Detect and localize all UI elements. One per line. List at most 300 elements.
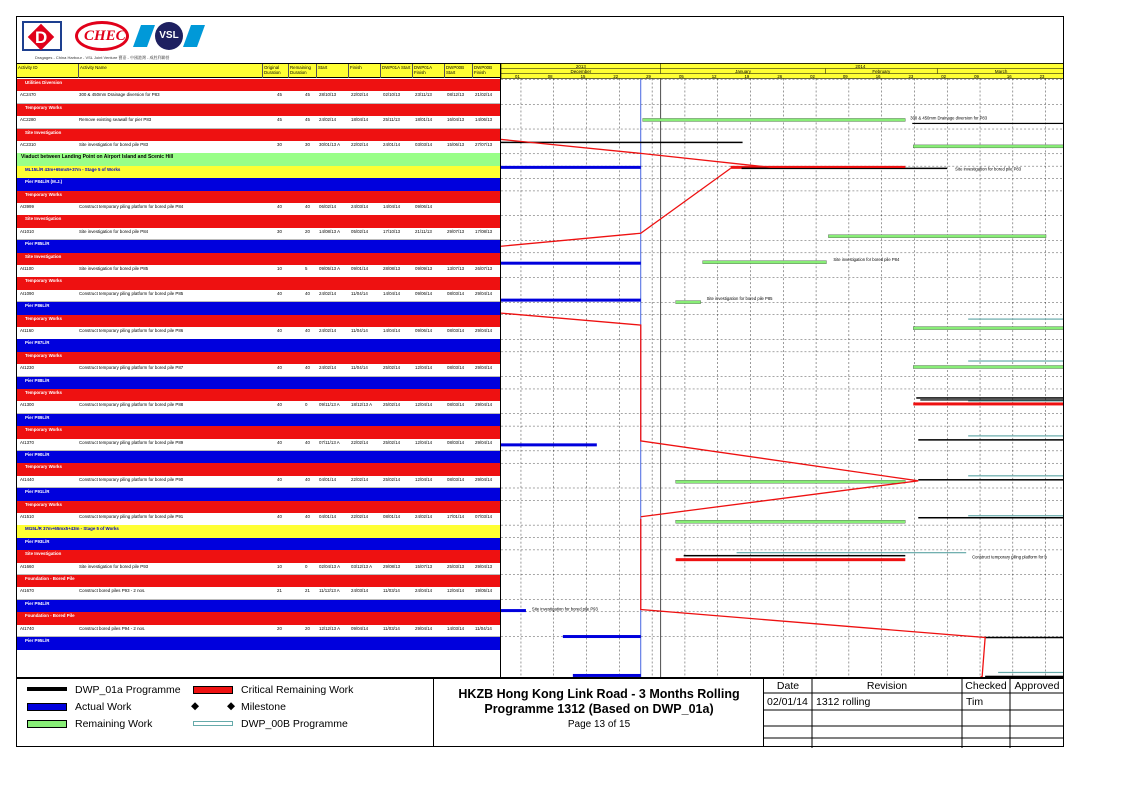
cell-b0f: 29/04/14 xyxy=(475,365,493,371)
group-row xyxy=(17,104,501,117)
group-label: Foundation - Bored Pile xyxy=(25,576,75,581)
cell-rd: 40 xyxy=(305,204,310,209)
group-label: Temporary Works xyxy=(25,464,62,470)
cell-s: 09/05/13 A xyxy=(319,266,340,271)
bar-label: 300 & 450mm Drainage diversion for P83 xyxy=(910,115,988,121)
cell-b0f: 29/04/14 xyxy=(475,439,493,445)
cell-a1f: 09/09/13 xyxy=(415,266,433,271)
cell-od: 45 xyxy=(277,117,282,123)
group-row xyxy=(17,612,501,625)
cell-a1f: 24/04/14 xyxy=(415,588,433,594)
month-label: December xyxy=(570,68,592,74)
gantt-bar xyxy=(643,118,906,121)
group-row xyxy=(17,277,501,290)
gantt-bar xyxy=(913,402,1064,405)
activity-row xyxy=(17,587,501,600)
gantt-bar xyxy=(501,262,641,265)
cell-name: Construct bored piles P94 - 2 nos. xyxy=(79,625,146,631)
cell-a1s: 11/03/14 xyxy=(383,588,400,594)
cell-name: Site investigation for bored pile P93 xyxy=(79,563,149,569)
gantt-bar xyxy=(918,517,1064,518)
group-row xyxy=(17,451,501,464)
cell-a1s: 17/10/13 xyxy=(383,228,401,234)
cell-a1f: 15/07/13 xyxy=(415,563,433,569)
cell-a1f: 09/06/14 xyxy=(415,204,433,209)
legend-actual-swatch xyxy=(27,703,67,711)
page-number: Page 13 of 15 xyxy=(567,719,631,730)
cell-b0f: 29/04/14 xyxy=(475,476,493,482)
group-row xyxy=(17,463,501,476)
cell-s: 09/11/13 A xyxy=(319,402,340,408)
group-row xyxy=(17,215,501,228)
legend-dwp00b-label: DWP_00B Programme xyxy=(241,718,348,730)
activity-row xyxy=(17,625,501,638)
cell-b0f: 07/03/14 xyxy=(475,514,493,519)
gantt-bar xyxy=(912,123,1064,124)
cell-rd: 40 xyxy=(305,514,310,519)
gantt-bar xyxy=(968,360,1064,361)
cell-b0s: 14/03/14 xyxy=(447,625,465,631)
cell-id: AI1230 xyxy=(20,365,34,371)
day-tick-label: 19 xyxy=(744,73,750,79)
cell-s: 04/01/14 xyxy=(319,476,337,482)
group-label: Utilities Diversion xyxy=(25,80,63,85)
cell-id: AI1300 xyxy=(20,402,34,408)
group-label: Pier P85L/R xyxy=(25,241,50,247)
month-label: February xyxy=(872,68,891,74)
cell-s: 11/12/13 A xyxy=(319,588,340,594)
col-dwp00b-start: DWP00B Start xyxy=(445,64,473,78)
col-start: Start xyxy=(317,64,349,78)
chec-logo: CHEC xyxy=(75,21,129,51)
group-row xyxy=(17,575,501,588)
day-tick-label: 08 xyxy=(547,73,553,79)
group-row xyxy=(17,79,501,92)
group-row xyxy=(17,538,501,551)
gantt-bar xyxy=(676,301,701,304)
day-tick-label: 16 xyxy=(875,73,881,79)
group-row xyxy=(17,153,501,166)
cell-a1f: 09/06/14 xyxy=(415,290,433,296)
rev-header-date: Date xyxy=(776,680,800,692)
group-row xyxy=(17,166,501,179)
activity-row xyxy=(17,91,501,104)
cell-a1f: 18/01/14 xyxy=(415,117,433,123)
gantt-chart xyxy=(500,63,1064,678)
cell-b0f: 29/04/14 xyxy=(475,290,493,296)
cell-f: 24/03/14 xyxy=(351,204,369,209)
rev-header-checked: Checked xyxy=(965,680,1007,692)
bar-label: Construct temporary piling platform for b xyxy=(972,554,1047,560)
cell-rd: 40 xyxy=(305,439,310,445)
cell-b0s: 08/03/14 xyxy=(447,365,465,371)
cell-od: 40 xyxy=(277,514,282,519)
group-row xyxy=(17,637,501,650)
gantt-bar xyxy=(918,479,1064,480)
activity-row xyxy=(17,563,501,576)
cell-s: 14/08/13 A xyxy=(319,228,340,234)
cell-a1s: 25/02/14 xyxy=(383,439,401,445)
cell-s: 24/02/14 xyxy=(319,117,337,123)
group-row xyxy=(17,302,501,315)
legend-dwp00b-swatch xyxy=(193,721,233,726)
schedule-frame xyxy=(16,16,1064,678)
cell-id: AI1100 xyxy=(20,266,34,271)
cell-name: Site investigation for bored pile P84 xyxy=(79,228,149,234)
cell-b0f: 19/05/14 xyxy=(475,588,493,594)
group-label: Pier P89L/R xyxy=(25,414,50,420)
cell-f: 18/12/13 A xyxy=(351,402,372,408)
day-tick-label: 09 xyxy=(974,73,979,79)
group-row xyxy=(17,426,501,439)
cell-a1s: 08/01/14 xyxy=(383,514,401,519)
gantt-bar xyxy=(684,555,906,556)
group-label: Temporary Works xyxy=(25,191,62,197)
group-row xyxy=(17,600,501,613)
day-tick-label: 22 xyxy=(613,73,619,79)
month-label: March xyxy=(994,68,1008,74)
cell-b0f: 17/08/13 xyxy=(475,228,493,234)
cell-name: Site investigation for bored pile P83 xyxy=(79,142,149,147)
cell-b0s: 13/07/13 xyxy=(447,266,465,271)
group-label: Viaduct between Landing Point on Airport Island and Scenic Hill xyxy=(21,154,174,161)
legend-critical-label: Critical Remaining Work xyxy=(241,684,354,696)
legend-actual-label: Actual Work xyxy=(75,701,132,713)
col-dwp01a-start: DWP01A Start xyxy=(381,64,413,78)
cell-od: 21 xyxy=(277,588,282,594)
cell-a1f: 12/04/14 xyxy=(415,365,433,371)
month-label: January xyxy=(735,68,752,74)
cell-f: 11/04/14 xyxy=(351,328,368,333)
cell-od: 45 xyxy=(277,92,282,98)
activity-row xyxy=(17,401,501,414)
critical-path-line xyxy=(501,313,918,517)
cell-b0f: 26/07/13 xyxy=(475,266,493,271)
cell-name: Construct temporary piling platform for bored pile P90 xyxy=(79,476,184,482)
cell-id: AI1090 xyxy=(20,290,34,296)
cell-a1f: 29/04/14 xyxy=(415,625,433,631)
activity-row xyxy=(17,141,501,154)
cell-a1s: 25/02/14 xyxy=(383,365,401,371)
group-label: Temporary Works xyxy=(25,315,62,321)
cell-id: AC2310 xyxy=(20,142,36,147)
cell-rd: 0 xyxy=(305,402,308,408)
cell-od: 40 xyxy=(277,290,282,296)
year-label: 2013 xyxy=(575,63,586,69)
group-label: Pier P93L/R xyxy=(25,538,50,544)
group-label: Site Investigation xyxy=(25,129,62,135)
bar-label: Site investigation for bored pile P83 xyxy=(955,166,1022,172)
cell-a1f: 12/04/14 xyxy=(415,476,433,482)
col-activity-id: Activity ID xyxy=(17,64,79,78)
group-label: Foundation - Bored Pile xyxy=(25,613,75,619)
legend-remaining-label: Remaining Work xyxy=(75,718,153,730)
cell-rd: 40 xyxy=(305,290,310,296)
activity-row xyxy=(17,476,501,489)
gantt-bar xyxy=(985,637,1064,638)
cell-f: 11/04/14 xyxy=(351,290,368,296)
cell-od: 40 xyxy=(277,204,282,209)
critical-path-line xyxy=(501,168,731,246)
cell-od: 30 xyxy=(277,228,282,234)
cell-a1f: 23/11/13 xyxy=(415,92,432,98)
year-label: 2014 xyxy=(855,63,866,69)
cell-b0f: 29/04/14 xyxy=(475,328,493,333)
group-row xyxy=(17,488,501,501)
cell-od: 20 xyxy=(277,625,282,631)
day-tick-label: 16 xyxy=(1006,73,1012,79)
critical-path-line xyxy=(641,519,985,678)
gantt-bar xyxy=(968,435,1064,436)
cell-od: 40 xyxy=(277,365,282,371)
cell-a1s: 29/08/13 xyxy=(383,563,401,569)
cell-f: 24/03/14 xyxy=(351,588,369,594)
cell-b0s: 16/04/13 xyxy=(447,117,465,123)
gantt-bar xyxy=(968,318,1064,319)
col-activity-name: Activity Name xyxy=(79,64,263,78)
day-tick-label: 23 xyxy=(1039,73,1045,79)
cell-f: 03/12/13 A xyxy=(351,563,372,569)
activity-row xyxy=(17,327,501,340)
cell-name: Site investigation for bored pile P85 xyxy=(79,266,149,271)
legend-milestone-icon-2: ◆ xyxy=(227,700,236,712)
critical-path-line xyxy=(501,139,905,167)
rev-revision: 1312 rolling xyxy=(816,696,871,708)
activity-row xyxy=(17,265,501,278)
cell-name: Construct temporary piling platform for bored pile P86 xyxy=(79,328,184,333)
cell-a1s: 14/04/14 xyxy=(383,328,401,333)
cell-a1f: 21/11/13 xyxy=(415,228,432,234)
group-label: Site Investigation xyxy=(25,551,62,557)
activity-row xyxy=(17,116,501,129)
cell-name: Construct temporary piling platform for bored pile P91 xyxy=(79,514,184,519)
cell-b0s: 08/03/14 xyxy=(447,402,465,408)
cell-a1s: 02/10/13 xyxy=(383,92,401,98)
cell-s: 07/11/13 A xyxy=(319,439,340,445)
gantt-bar xyxy=(573,674,641,677)
group-label: Pier P94L/R xyxy=(25,600,50,606)
cell-b0f: 29/04/13 xyxy=(475,563,493,569)
bar-label: Site investigation for bored pile P84 xyxy=(833,257,900,263)
cell-a1s: 28/08/13 xyxy=(383,266,401,271)
gantt-bar xyxy=(828,235,1046,238)
cell-id: AC2280 xyxy=(20,117,36,123)
cell-rd: 20 xyxy=(305,228,310,234)
rev-date: 02/01/14 xyxy=(767,696,808,708)
title-block xyxy=(434,678,764,747)
cell-s: 06/02/14 xyxy=(319,204,337,209)
cell-b0f: 14/06/13 xyxy=(475,117,493,123)
group-label: Temporary Works xyxy=(25,501,62,507)
group-row xyxy=(17,389,501,402)
gantt-bar xyxy=(918,439,1064,440)
group-label: ML15L/R 43m+65mx5+37m - Stage 5 of Works xyxy=(25,166,121,172)
cell-b0f: 27/07/13 xyxy=(475,142,493,147)
bar-label: Site investigation for bored pile P93 xyxy=(531,606,598,612)
cell-name: Construct bored piles P93 - 2 nos. xyxy=(79,588,146,594)
group-row xyxy=(17,352,501,365)
group-row xyxy=(17,191,501,204)
cell-rd: 40 xyxy=(305,365,310,371)
group-label: Pier P88L/R xyxy=(25,377,50,383)
legend-dwp01a-swatch xyxy=(27,687,67,691)
vsl-logo: VSL xyxy=(137,21,207,51)
col-remaining-duration: Remaining Duration xyxy=(289,64,317,78)
group-label: Site Investigation xyxy=(25,253,62,259)
cell-b0s: 08/03/14 xyxy=(447,476,465,482)
group-label: Pier P91L/R xyxy=(25,489,50,495)
cell-id: AI1510 xyxy=(20,514,34,519)
cell-a1s: 14/04/14 xyxy=(383,290,401,296)
title-line-2: Programme 1312 (Based on DWP_01a) xyxy=(484,702,714,716)
cell-b0s: 08/03/14 xyxy=(447,290,465,296)
group-label: Site Investigation xyxy=(25,216,62,222)
rev-header-approved: Approved xyxy=(1014,680,1060,692)
revision-block xyxy=(764,678,1064,747)
cell-b0s: 08/12/13 xyxy=(447,92,465,98)
cell-od: 40 xyxy=(277,328,282,333)
cell-name: 300 & 450mm Drainage diversion for P83 xyxy=(79,92,160,98)
day-tick-label: 26 xyxy=(777,73,783,79)
gantt-bar xyxy=(913,327,1064,330)
gantt-bar xyxy=(920,399,1064,400)
day-tick-label: 02 xyxy=(810,73,815,79)
cell-name: Construct temporary piling platform for bored pile P88 xyxy=(79,402,184,408)
cell-a1f: 09/06/14 xyxy=(415,328,433,333)
legend-remaining-swatch xyxy=(27,720,67,728)
gantt-bar xyxy=(501,443,597,446)
cell-f: 22/02/14 xyxy=(351,514,369,519)
group-label: Pier P90L/R xyxy=(25,452,50,457)
cell-od: 40 xyxy=(277,476,282,482)
group-row xyxy=(17,178,501,191)
group-row xyxy=(17,339,501,352)
cell-name: Remove existing seawall for pier P83 xyxy=(79,117,152,123)
cell-name: Construct temporary piling platform for bored pile P87 xyxy=(79,365,184,371)
group-row xyxy=(17,525,501,538)
group-label: Pier P84L/R (M.J.) xyxy=(25,179,63,185)
cell-id: AI1440 xyxy=(20,476,34,482)
gantt-bar xyxy=(968,515,1064,516)
cell-id: AI1160 xyxy=(20,328,34,333)
legend xyxy=(16,678,434,747)
cell-od: 40 xyxy=(277,439,282,445)
day-tick-label: 01 xyxy=(515,73,520,79)
cell-s: 04/01/14 xyxy=(319,514,337,519)
cell-name: Construct temporary piling platform for bored pile P84 xyxy=(79,204,184,209)
activity-row xyxy=(17,364,501,377)
cell-b0s: 25/03/13 xyxy=(447,563,465,569)
group-label: Temporary Works xyxy=(25,390,62,395)
gantt-bar xyxy=(737,552,967,553)
cell-b0s: 12/04/14 xyxy=(447,588,465,594)
rev-header-revision: Revision xyxy=(866,680,908,692)
group-row xyxy=(17,129,501,142)
activity-row xyxy=(17,439,501,452)
dragages-logo: D xyxy=(22,21,62,51)
cell-f: 11/04/14 xyxy=(351,365,368,371)
group-label: Temporary Works xyxy=(25,278,62,284)
cell-a1s: 25/02/14 xyxy=(383,402,401,408)
cell-a1s: 25/11/13 xyxy=(383,117,400,123)
day-tick-label: 23 xyxy=(908,73,914,79)
group-row xyxy=(17,377,501,390)
cell-rd: 0 xyxy=(305,563,308,569)
cell-b0f: 21/02/14 xyxy=(475,92,493,98)
day-tick-label: 05 xyxy=(678,73,684,79)
cell-rd: 20 xyxy=(305,625,310,631)
cell-od: 10 xyxy=(277,266,282,271)
cell-f: 22/02/14 xyxy=(351,92,369,98)
day-tick-label: 09 xyxy=(842,73,848,79)
cell-od: 10 xyxy=(277,563,282,569)
legend-milestone-icon: ◆ xyxy=(191,700,200,712)
gantt-bar xyxy=(676,520,906,523)
day-tick-label: 02 xyxy=(941,73,947,79)
col-original-duration: Original Duration xyxy=(263,64,289,78)
gantt-bar xyxy=(501,609,526,612)
cell-b0s: 08/03/14 xyxy=(447,439,465,445)
cell-id: AI1370 xyxy=(20,439,34,445)
gantt-bar xyxy=(985,676,1064,677)
day-tick-label: 15 xyxy=(580,73,586,79)
activity-row xyxy=(17,513,501,526)
cell-rd: 30 xyxy=(305,142,310,147)
col-finish: Finish xyxy=(349,64,381,78)
activity-row xyxy=(17,203,501,216)
gantt-bar xyxy=(676,558,906,561)
group-row xyxy=(17,501,501,514)
gantt-bar xyxy=(676,480,906,483)
cell-id: AI1660 xyxy=(20,563,34,569)
cell-id: AI1010 xyxy=(20,228,34,234)
group-label: MI15L/R 37m+65mx5+43m - Stage 5 of Works xyxy=(25,526,119,532)
cell-f: 22/02/14 xyxy=(351,439,369,445)
cell-b0f: 29/04/14 xyxy=(475,402,493,408)
gantt-bar xyxy=(563,635,641,638)
cell-name: Construct temporary piling platform for bored pile P89 xyxy=(79,439,184,445)
cell-name: Construct temporary piling platform for bored pile P85 xyxy=(79,290,184,296)
group-label: Temporary Works xyxy=(25,427,62,433)
group-label: Temporary Works xyxy=(25,352,62,358)
cell-s: 28/10/13 xyxy=(319,92,337,98)
cell-f: 09/04/14 xyxy=(351,625,369,631)
gantt-bar xyxy=(998,672,1064,673)
cell-b0f: 11/04/14 xyxy=(475,625,492,631)
cell-f: 22/02/14 xyxy=(351,476,369,482)
cell-a1f: 03/03/14 xyxy=(415,142,433,147)
cell-od: 30 xyxy=(277,142,282,147)
joint-venture-caption: Dragages - China Harbour - VSL Joint Venture 寶嘉 - 中國港灣 - 威胜利聯營 xyxy=(35,55,170,60)
group-label: Pier P86L/R xyxy=(25,303,50,309)
cell-a1s: 24/01/14 xyxy=(383,142,401,147)
col-dwp00b-finish: DWP00B Finish xyxy=(473,64,501,78)
cell-od: 40 xyxy=(277,402,282,408)
cell-a1f: 24/02/14 xyxy=(415,514,433,519)
cell-b0s: 08/03/14 xyxy=(447,328,465,333)
legend-dwp01a-label: DWP_01a Programme xyxy=(75,684,181,696)
group-row xyxy=(17,315,501,328)
cell-s: 12/12/13 A xyxy=(319,625,340,631)
legend-critical-swatch xyxy=(193,686,233,694)
cell-s: 30/01/13 A xyxy=(319,142,340,147)
cell-f: 18/04/14 xyxy=(351,117,369,123)
group-row xyxy=(17,550,501,563)
cell-f: 09/01/14 xyxy=(351,266,369,271)
cell-a1f: 12/04/14 xyxy=(415,439,433,445)
group-label: Temporary Works xyxy=(25,104,62,110)
day-tick-label: 29 xyxy=(646,73,651,79)
